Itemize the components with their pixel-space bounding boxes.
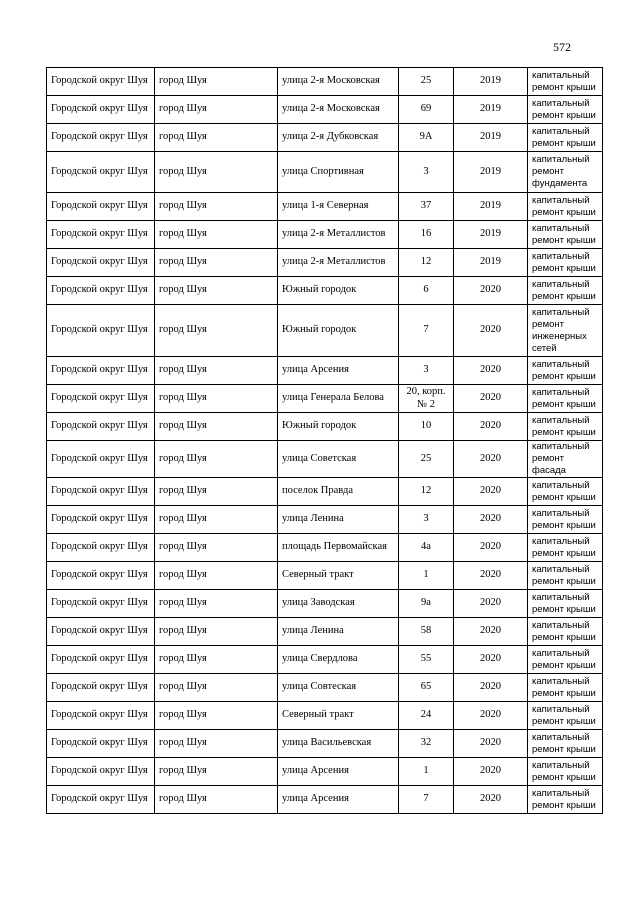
cell-city: город Шуя <box>155 534 278 562</box>
repair-registry-table <box>46 67 603 814</box>
cell-year: 2020 <box>454 534 528 562</box>
cell-year: 2020 <box>454 646 528 674</box>
cell-work-type: капитальный ремонт крыши <box>528 413 603 441</box>
cell-district: Городской округ Шуя <box>47 413 155 441</box>
cell-city: город Шуя <box>155 646 278 674</box>
cell-street: улица 1-я Северная <box>278 193 399 221</box>
cell-house: 32 <box>399 730 454 758</box>
cell-work-type: капитальный ремонт крыши <box>528 758 603 786</box>
cell-district: Городской округ Шуя <box>47 618 155 646</box>
cell-work-type: капитальный ремонт инженерных сетей <box>528 305 603 357</box>
cell-work-type: капитальный ремонт крыши <box>528 534 603 562</box>
cell-house: 58 <box>399 618 454 646</box>
cell-city: город Шуя <box>155 357 278 385</box>
cell-house: 25 <box>399 68 454 96</box>
cell-city: город Шуя <box>155 618 278 646</box>
cell-street: улица Генерала Белова <box>278 385 399 413</box>
cell-year: 2019 <box>454 124 528 152</box>
cell-work-type: капитальный ремонт крыши <box>528 506 603 534</box>
cell-district: Городской округ Шуя <box>47 674 155 702</box>
cell-city: город Шуя <box>155 441 278 478</box>
cell-street: улица 2-я Московская <box>278 96 399 124</box>
cell-district: Городской округ Шуя <box>47 478 155 506</box>
table-row <box>47 413 603 441</box>
cell-year: 2020 <box>454 758 528 786</box>
cell-work-type: капитальный ремонт крыши <box>528 68 603 96</box>
cell-city: город Шуя <box>155 758 278 786</box>
cell-city: город Шуя <box>155 193 278 221</box>
cell-year: 2019 <box>454 249 528 277</box>
cell-work-type: капитальный ремонт крыши <box>528 96 603 124</box>
cell-street: улица Заводская <box>278 590 399 618</box>
cell-house: 7 <box>399 786 454 814</box>
cell-house: 25 <box>399 441 454 478</box>
cell-street: улица Свердлова <box>278 646 399 674</box>
cell-city: город Шуя <box>155 277 278 305</box>
cell-district: Городской округ Шуя <box>47 534 155 562</box>
cell-city: город Шуя <box>155 786 278 814</box>
cell-work-type: капитальный ремонт крыши <box>528 385 603 413</box>
cell-house: 20, корп. № 2 <box>399 385 454 413</box>
table-row <box>47 124 603 152</box>
table-row <box>47 193 603 221</box>
cell-district: Городской округ Шуя <box>47 590 155 618</box>
table-row <box>47 221 603 249</box>
cell-house: 3 <box>399 506 454 534</box>
table-row <box>47 277 603 305</box>
table-row <box>47 758 603 786</box>
cell-street: улица Ленина <box>278 618 399 646</box>
cell-house: 6 <box>399 277 454 305</box>
cell-city: город Шуя <box>155 68 278 96</box>
table-row <box>47 385 603 413</box>
page-number: 572 <box>553 40 571 54</box>
cell-year: 2020 <box>454 413 528 441</box>
cell-house: 1 <box>399 758 454 786</box>
cell-work-type: капитальный ремонт крыши <box>528 618 603 646</box>
cell-district: Городской округ Шуя <box>47 221 155 249</box>
cell-house: 24 <box>399 702 454 730</box>
cell-city: город Шуя <box>155 152 278 193</box>
table-row <box>47 618 603 646</box>
cell-street: Северный тракт <box>278 702 399 730</box>
cell-district: Городской округ Шуя <box>47 305 155 357</box>
cell-district: Городской округ Шуя <box>47 124 155 152</box>
cell-house: 3 <box>399 152 454 193</box>
cell-house: 69 <box>399 96 454 124</box>
cell-work-type: капитальный ремонт крыши <box>528 124 603 152</box>
cell-street: улица Арсения <box>278 758 399 786</box>
cell-city: город Шуя <box>155 702 278 730</box>
cell-house: 3 <box>399 357 454 385</box>
cell-street: Северный тракт <box>278 562 399 590</box>
cell-street: улица Арсения <box>278 357 399 385</box>
cell-work-type: капитальный ремонт крыши <box>528 702 603 730</box>
cell-street: улица 2-я Металлистов <box>278 249 399 277</box>
cell-street: улица Васильевская <box>278 730 399 758</box>
cell-work-type: капитальный ремонт крыши <box>528 249 603 277</box>
cell-year: 2020 <box>454 674 528 702</box>
table-row <box>47 674 603 702</box>
cell-street: Южный городок <box>278 277 399 305</box>
table-row <box>47 68 603 96</box>
cell-house: 16 <box>399 221 454 249</box>
cell-house: 4а <box>399 534 454 562</box>
table-row <box>47 96 603 124</box>
cell-year: 2020 <box>454 562 528 590</box>
cell-year: 2019 <box>454 221 528 249</box>
cell-street: улица 2-я Дубковская <box>278 124 399 152</box>
cell-district: Городской округ Шуя <box>47 730 155 758</box>
cell-year: 2020 <box>454 441 528 478</box>
table-row <box>47 646 603 674</box>
cell-city: город Шуя <box>155 506 278 534</box>
cell-street: Южный городок <box>278 305 399 357</box>
cell-district: Городской округ Шуя <box>47 506 155 534</box>
cell-year: 2020 <box>454 702 528 730</box>
cell-city: город Шуя <box>155 305 278 357</box>
cell-city: город Шуя <box>155 124 278 152</box>
cell-city: город Шуя <box>155 221 278 249</box>
cell-house: 12 <box>399 249 454 277</box>
cell-street: улица Совтеская <box>278 674 399 702</box>
cell-city: город Шуя <box>155 413 278 441</box>
cell-district: Городской округ Шуя <box>47 96 155 124</box>
cell-house: 7 <box>399 305 454 357</box>
cell-district: Городской округ Шуя <box>47 152 155 193</box>
cell-year: 2020 <box>454 786 528 814</box>
cell-district: Городской округ Шуя <box>47 786 155 814</box>
cell-work-type: капитальный ремонт крыши <box>528 562 603 590</box>
cell-year: 2020 <box>454 478 528 506</box>
cell-city: город Шуя <box>155 478 278 506</box>
cell-street: Южный городок <box>278 413 399 441</box>
table-row <box>47 590 603 618</box>
cell-district: Городской округ Шуя <box>47 357 155 385</box>
cell-house: 9а <box>399 590 454 618</box>
cell-house: 37 <box>399 193 454 221</box>
cell-street: улица Арсения <box>278 786 399 814</box>
cell-work-type: капитальный ремонт фасада <box>528 441 603 478</box>
cell-street: поселок Правда <box>278 478 399 506</box>
cell-district: Городской округ Шуя <box>47 193 155 221</box>
cell-district: Городской округ Шуя <box>47 702 155 730</box>
cell-work-type: капитальный ремонт крыши <box>528 221 603 249</box>
cell-district: Городской округ Шуя <box>47 758 155 786</box>
cell-city: город Шуя <box>155 249 278 277</box>
cell-year: 2019 <box>454 96 528 124</box>
cell-house: 12 <box>399 478 454 506</box>
table-row <box>47 441 603 478</box>
cell-year: 2019 <box>454 68 528 96</box>
cell-year: 2020 <box>454 618 528 646</box>
cell-house: 10 <box>399 413 454 441</box>
cell-work-type: капитальный ремонт крыши <box>528 674 603 702</box>
cell-city: город Шуя <box>155 385 278 413</box>
cell-work-type: капитальный ремонт крыши <box>528 590 603 618</box>
cell-year: 2020 <box>454 590 528 618</box>
table-row <box>47 152 603 193</box>
cell-street: улица Спортивная <box>278 152 399 193</box>
cell-street: улица Ленина <box>278 506 399 534</box>
cell-house: 1 <box>399 562 454 590</box>
cell-work-type: капитальный ремонт фундамента <box>528 152 603 193</box>
table-row <box>47 534 603 562</box>
cell-city: город Шуя <box>155 674 278 702</box>
cell-district: Городской округ Шуя <box>47 441 155 478</box>
cell-year: 2020 <box>454 385 528 413</box>
table-row <box>47 249 603 277</box>
cell-city: город Шуя <box>155 590 278 618</box>
cell-district: Городской округ Шуя <box>47 562 155 590</box>
cell-street: улица Советская <box>278 441 399 478</box>
cell-district: Городской округ Шуя <box>47 646 155 674</box>
cell-year: 2020 <box>454 506 528 534</box>
cell-house: 55 <box>399 646 454 674</box>
table-row <box>47 702 603 730</box>
table-row <box>47 305 603 357</box>
cell-year: 2019 <box>454 152 528 193</box>
table-row <box>47 562 603 590</box>
cell-work-type: капитальный ремонт крыши <box>528 193 603 221</box>
cell-city: город Шуя <box>155 96 278 124</box>
cell-house: 9А <box>399 124 454 152</box>
cell-work-type: капитальный ремонт крыши <box>528 786 603 814</box>
cell-year: 2020 <box>454 277 528 305</box>
cell-work-type: капитальный ремонт крыши <box>528 277 603 305</box>
table-row <box>47 478 603 506</box>
cell-street: улица 2-я Металлистов <box>278 221 399 249</box>
cell-street: улица 2-я Московская <box>278 68 399 96</box>
table-row <box>47 786 603 814</box>
table-row <box>47 506 603 534</box>
table-row <box>47 357 603 385</box>
cell-work-type: капитальный ремонт крыши <box>528 730 603 758</box>
table-row <box>47 730 603 758</box>
cell-work-type: капитальный ремонт крыши <box>528 478 603 506</box>
cell-house: 65 <box>399 674 454 702</box>
cell-year: 2020 <box>454 357 528 385</box>
cell-work-type: капитальный ремонт крыши <box>528 357 603 385</box>
cell-district: Городской округ Шуя <box>47 68 155 96</box>
cell-city: город Шуя <box>155 562 278 590</box>
cell-street: площадь Первомайская <box>278 534 399 562</box>
cell-work-type: капитальный ремонт крыши <box>528 646 603 674</box>
cell-year: 2019 <box>454 193 528 221</box>
cell-district: Городской округ Шуя <box>47 385 155 413</box>
cell-year: 2020 <box>454 730 528 758</box>
cell-city: город Шуя <box>155 730 278 758</box>
cell-year: 2020 <box>454 305 528 357</box>
cell-district: Городской округ Шуя <box>47 277 155 305</box>
cell-district: Городской округ Шуя <box>47 249 155 277</box>
